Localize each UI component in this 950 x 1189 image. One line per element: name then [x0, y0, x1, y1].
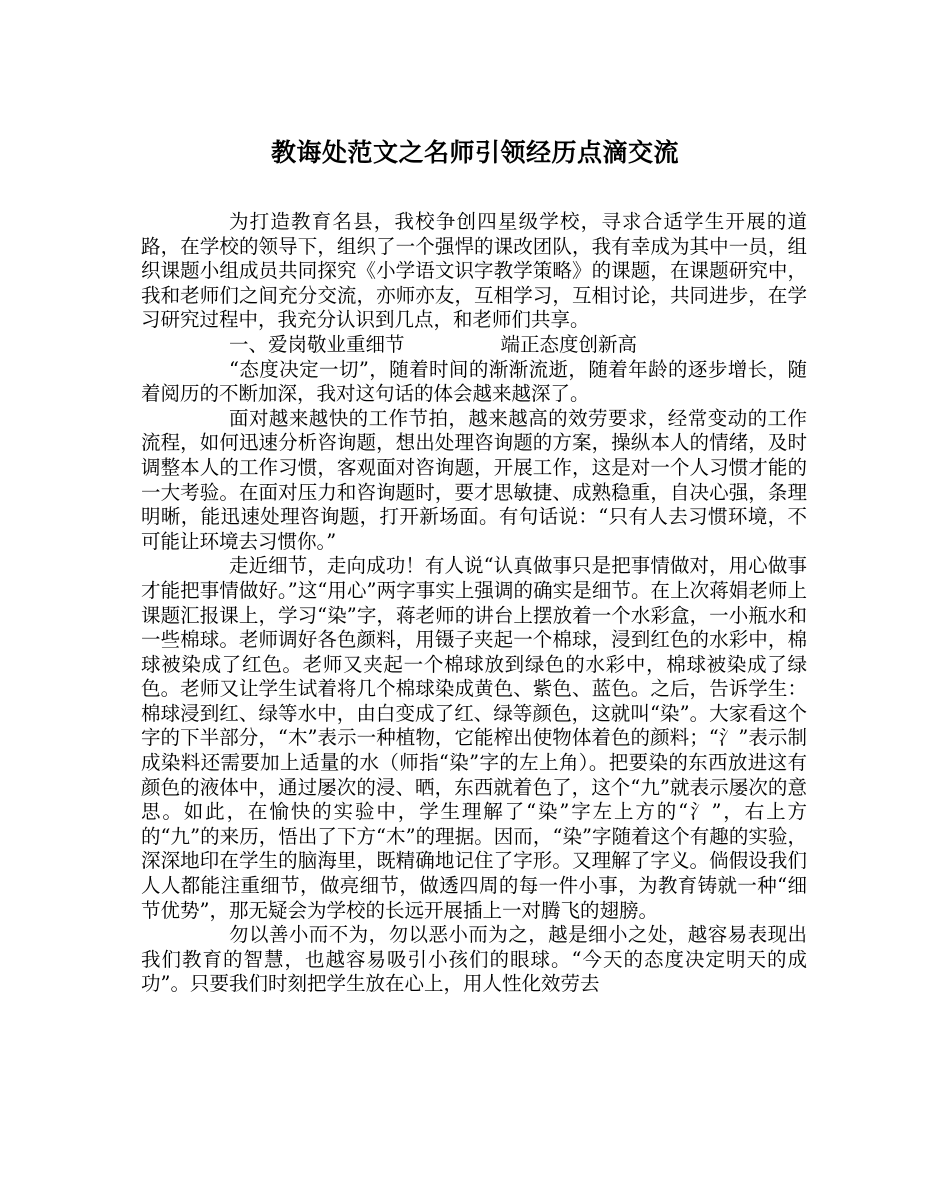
section-heading-part2: 端正态度创新高: [500, 332, 638, 356]
paragraph-work-rhythm: 面对越来越快的工作节拍，越来越高的效劳要求，经常变动的工作流程，如何迅速分析咨询题，想出处理咨询题的方案，操纵本人的情绪，及时调整本人的工作习惯，客观面对咨询题，开展工作，这是对一个人习惯才能的一大考验。在面对压力和咨询题时，要才思敏捷、成熟稳重，自决心强，条理明晰，能迅速处理咨询题，打开新场面。有句话说：“只有人去习惯环境，不可能让环境去习惯你。”: [141, 406, 807, 553]
paragraph-details: 走近细节，走向成功！有人说“认真做事只是把事情做对，用心做事才能把事情做好。”这“用心”两字事实上强调的确实是细节。在上次蒋娟老师上课题汇报课上，学习“染”字，蒋老师的讲台上摆放着一个水彩盒，一小瓶水和一些棉球。老师调好各色颜料，用镊子夹起一个棉球，浸到红色的水彩中，棉球被染成了红色。老师又夹起一个棉球放到绿色的水彩中，棉球被染成了绿色。老师又让学生试着将几个棉球染成黄色、紫色、蓝色。之后，告诉学生：棉球浸到红、绿等水中，由白变成了红、绿等颜色，这就叫“染”。大家看这个字的下半部分，“木”表示一种植物，它能榨出使物体着色的颜料；“氵”表示制成染料还需要加上适量的水（师指“染”字的左上角）。把要染的东西放进这有颜色的液体中，通过屡次的浸、晒，东西就着色了，这个“九”就表示屡次的意思。如此，在愉快的实验中，学生理解了“染”字左上方的“氵”，右上方的“九”的来历，悟出了下方“木”的理据。因而，“染”字随着这个有趣的实验，深深地印在学生的脑海里，既精确地记住了字形。又理解了字义。倘假设我们人人都能注重细节，做亮细节，做透四周的每一件小事，为教育铸就一种“细节优势”，那无疑会为学校的长远开展插上一对腾飞的翅膀。: [141, 554, 807, 922]
paragraph-intro: 为打造教育名县，我校争创四星级学校，寻求合适学生开展的道路，在学校的领导下，组织了一个强悍的课改团队，我有幸成为其中一员，组织课题小组成员共同探究《小学语文识字教学策略》的课题，在课题研究中，我和老师们之间充分交流，亦师亦友，互相学习，互相讨论，共同进步，在学习研究过程中，我充分认识到几点，和老师们共享。: [141, 210, 807, 332]
paragraph-small-things: 勿以善小而不为，勿以恶小而为之，越是细小之处，越容易表现出我们教育的智慧，也越容易吸引小孩们的眼球。“今天的态度决定明天的成功”。只要我们时刻把学生放在心上，用人性化效劳去: [141, 923, 807, 996]
paragraph-attitude: “态度决定一切”，随着时间的渐渐流逝，随着年龄的逐步增长，随着阅历的不断加深，我对这句话的体会越来越深了。: [141, 357, 807, 406]
section-heading-part1: 一、爱岗敬业重细节: [229, 332, 405, 356]
document-body: [141, 210, 807, 997]
section-heading: [141, 333, 807, 358]
document-title: 教诲处范文之名师引领经历点滴交流: [270, 138, 679, 167]
